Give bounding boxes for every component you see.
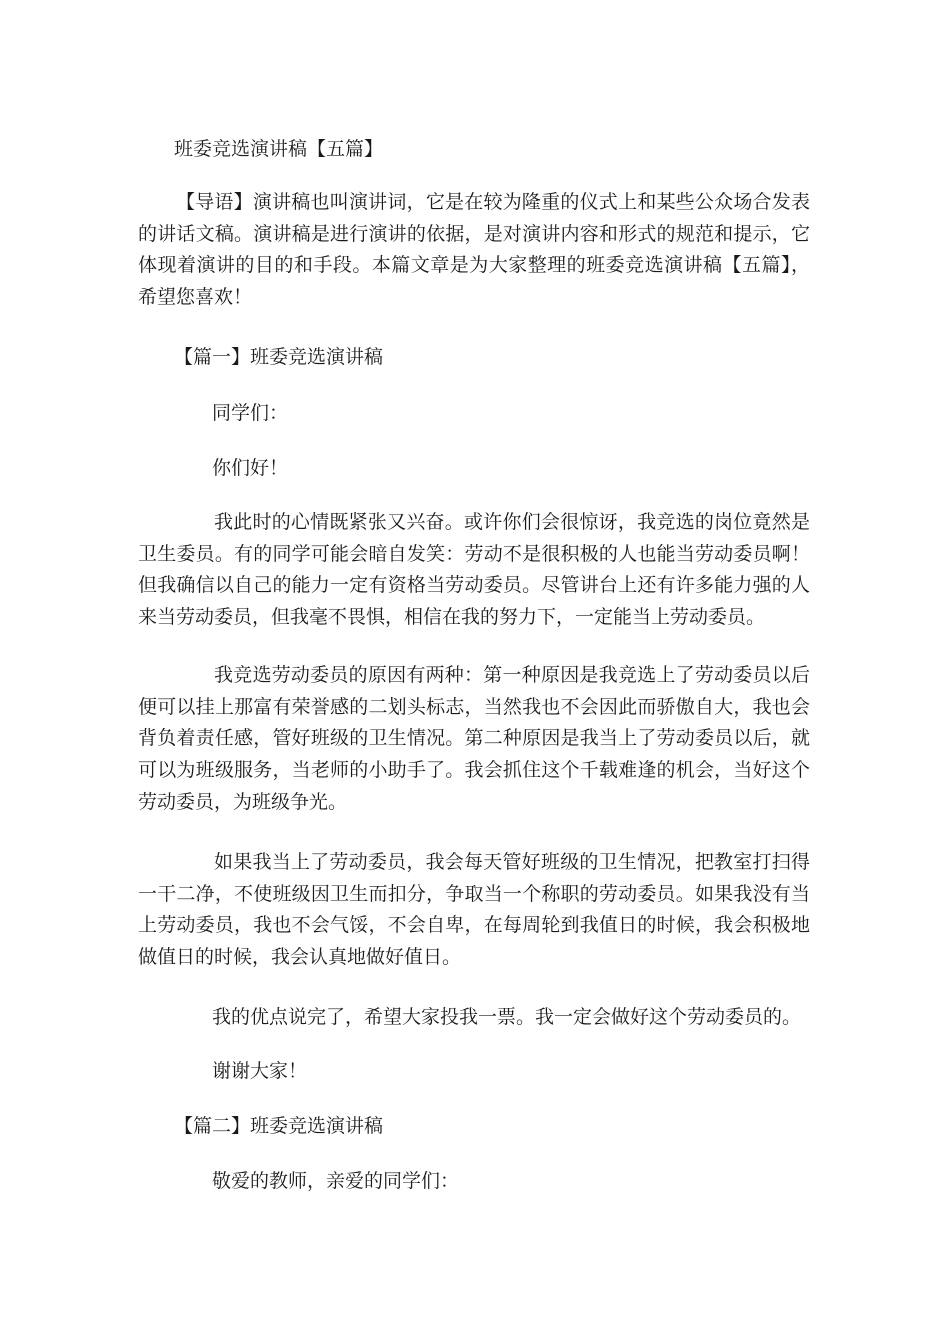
thanks-line: 谢谢大家！: [212, 1060, 308, 1082]
intro-paragraph: 【导语】演讲稿也叫演讲词，它是在较为隆重的仪式上和某些公众场合发表的讲话文稿。演讲稿是进行演讲的依据，是对演讲内容和形式的规范和提示，它体现着演讲的目的和手段。本篇文章是为大家整理的班委竞选演讲稿【五篇】，希望您喜欢！: [138, 191, 810, 309]
greeting-1: 同学们：: [212, 402, 289, 424]
section-heading-1: 【篇一】班委竞选演讲稿: [174, 346, 384, 368]
body-paragraph-1: 我此时的心情既紧张又兴奋。或许你们会很惊讶，我竞选的岗位竟然是卫生委员。有的同学可能会暗自发笑：劳动不是很积极的人也能当劳动委员啊！但我确信以自己的能力一定有资格当劳动委员。尽管讲台上还有许多能力强的人来当劳动委员，但我毫不畏惧，相信在我的努力下，一定能当上劳动委员。: [138, 511, 810, 629]
greeting-2: 敬爱的教师，亲爱的同学们：: [212, 1170, 460, 1192]
body-paragraph-3: 如果我当上了劳动委员，我会每天管好班级的卫生情况，把教室打扫得一干二净，不使班级因卫生而扣分，争取当一个称职的劳动委员。如果我没有当上劳动委员，我也不会气馁，不会自卑，在每周轮到我值日的时候，我会积极地做值日的时候，我会认真地做好值日。: [138, 851, 810, 969]
section-heading-2: 【篇二】班委竞选演讲稿: [174, 1115, 384, 1137]
document-title: 班委竞选演讲稿【五篇】: [174, 138, 384, 160]
closing-line: 我的优点说完了，希望大家投我一票。我一定会做好这个劳动委员的。: [212, 1006, 802, 1028]
body-paragraph-2: 我竞选劳动委员的原因有两种：第一种原因是我竞选上了劳动委员以后便可以挂上那富有荣誉感的二划头标志，当然我也不会因此而骄傲自大，我也会背负着责任感，管好班级的卫生情况。第二种原因是我当上了劳动委员以后，就可以为班级服务，当老师的小助手了。我会抓住这个千载难逢的机会，当好这个劳动委员，为班级争光。: [138, 664, 810, 813]
hello-line: 你们好！: [212, 457, 289, 479]
